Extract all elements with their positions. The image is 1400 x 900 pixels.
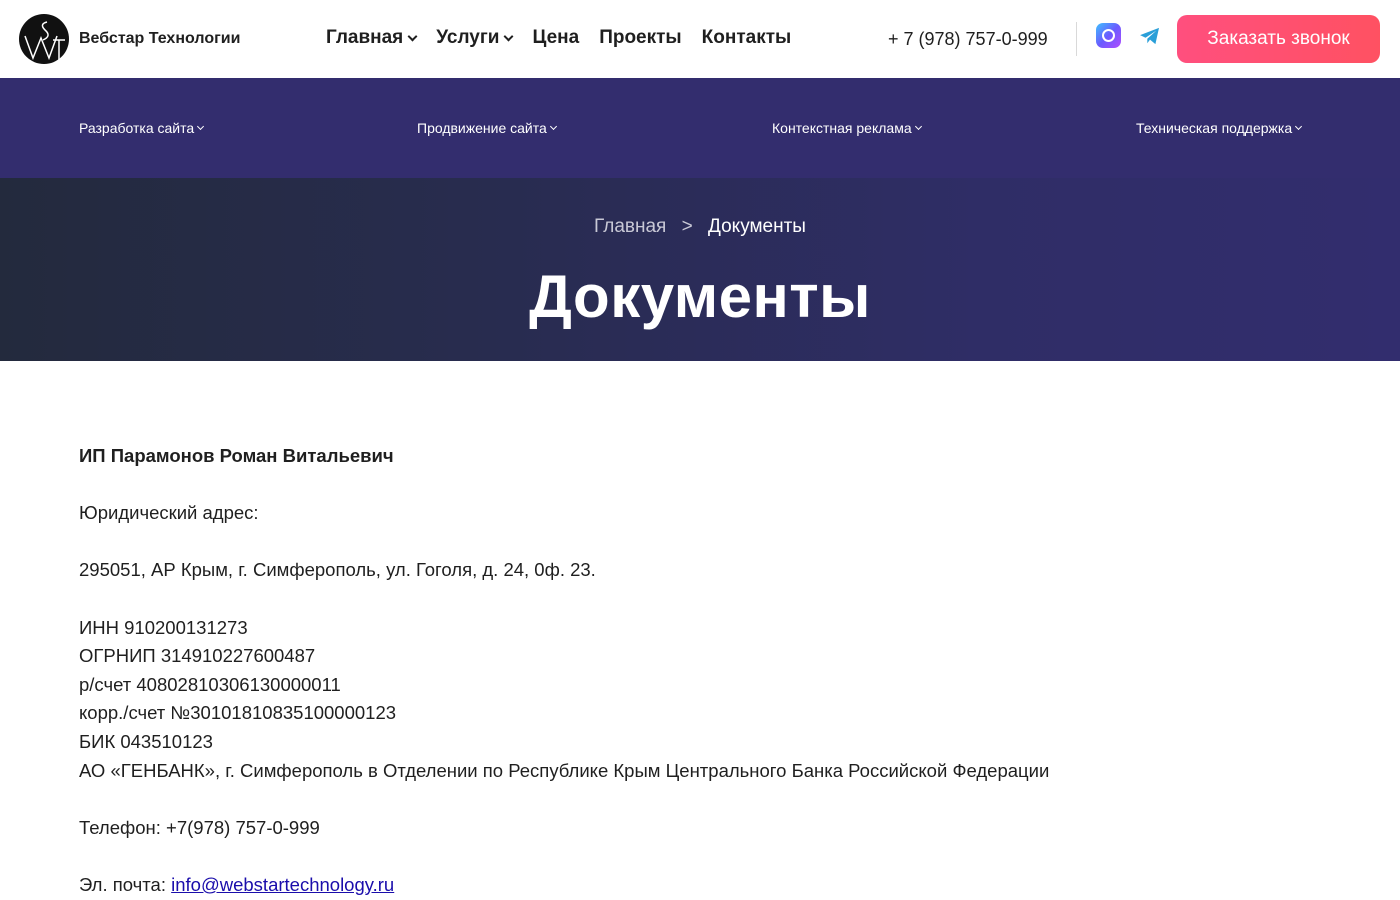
telegram-icon[interactable] <box>1139 27 1161 45</box>
legal-address: 295051, АР Крым, г. Симферополь, ул. Гоголя, д. 24, 0ф. 23. <box>79 559 596 581</box>
nav-item-label: Цена <box>532 27 580 48</box>
email-link[interactable]: info@webstartechnology.ru <box>171 873 395 895</box>
chevron-down-icon <box>408 31 418 41</box>
chevron-down-icon <box>504 31 514 41</box>
documents-content <box>79 442 1319 900</box>
chevron-down-icon <box>550 123 557 130</box>
bik: БИК 043510123 <box>79 730 213 752</box>
breadcrumb-separator: > <box>681 216 693 237</box>
logo-text[interactable]: Вебстар Технологии <box>79 30 241 47</box>
logo-icon[interactable] <box>19 14 69 64</box>
main-nav <box>326 27 791 49</box>
corr-account: корр./счет №30101810835100000123 <box>79 702 397 724</box>
bank-account: р/счет 40802810306130000011 <box>79 673 341 695</box>
nav-item-projects[interactable] <box>599 27 681 49</box>
ogrnip: ОГРНИП 314910227600487 <box>79 645 316 667</box>
nav-item-home[interactable] <box>326 27 416 49</box>
email-label: Эл. почта: <box>79 873 172 895</box>
header-phone[interactable]: + 7 (978) 757-0-999 <box>888 29 1048 49</box>
company-name: ИП Парамонов Роман Витальевич <box>79 445 394 466</box>
nav-item-price[interactable] <box>532 27 579 49</box>
nav-item-label: Главная <box>326 27 404 48</box>
breadcrumb-current: Документы <box>708 216 806 237</box>
subnav-item-label: Техническая поддержка <box>1136 120 1293 136</box>
contact-phone: Телефон: +7(978) 757-0-999 <box>79 816 320 838</box>
subnav-item-label: Контекстная реклама <box>772 120 912 136</box>
bank-name: АО «ГЕНБАНК», г. Симферополь в Отделении по Республике Крым Центрального Банка Российской Федерации <box>79 759 1050 781</box>
page-hero <box>0 178 1400 361</box>
nav-item-label: Услуги <box>436 27 500 48</box>
subnav-item-promotion[interactable] <box>417 120 556 136</box>
nav-item-label: Проекты <box>599 27 682 48</box>
services-subnav <box>0 78 1400 178</box>
header-divider <box>1076 22 1077 56</box>
subnav-item-support[interactable] <box>1136 120 1301 136</box>
breadcrumb <box>0 216 1400 238</box>
subnav-item-development[interactable] <box>79 120 203 136</box>
breadcrumb-home-link[interactable]: Главная <box>594 216 667 237</box>
nav-item-contacts[interactable] <box>702 27 792 49</box>
inn: ИНН 910200131273 <box>79 616 248 638</box>
order-call-button[interactable]: Заказать звонок <box>1177 15 1380 63</box>
nav-item-label: Контакты <box>701 27 792 48</box>
nav-item-services[interactable] <box>436 27 512 49</box>
chevron-down-icon <box>915 123 922 130</box>
address-label: Юридический адрес: <box>79 502 259 524</box>
site-header <box>0 0 1400 78</box>
subnav-item-label: Продвижение сайта <box>417 120 547 136</box>
subnav-item-context-ads[interactable] <box>772 120 921 136</box>
chevron-down-icon <box>1295 123 1302 130</box>
chevron-down-icon <box>197 123 204 130</box>
page-title: Документы <box>529 263 871 330</box>
email-line <box>79 871 1319 900</box>
subnav-item-label: Разработка сайта <box>79 120 195 136</box>
max-icon[interactable] <box>1096 23 1121 48</box>
